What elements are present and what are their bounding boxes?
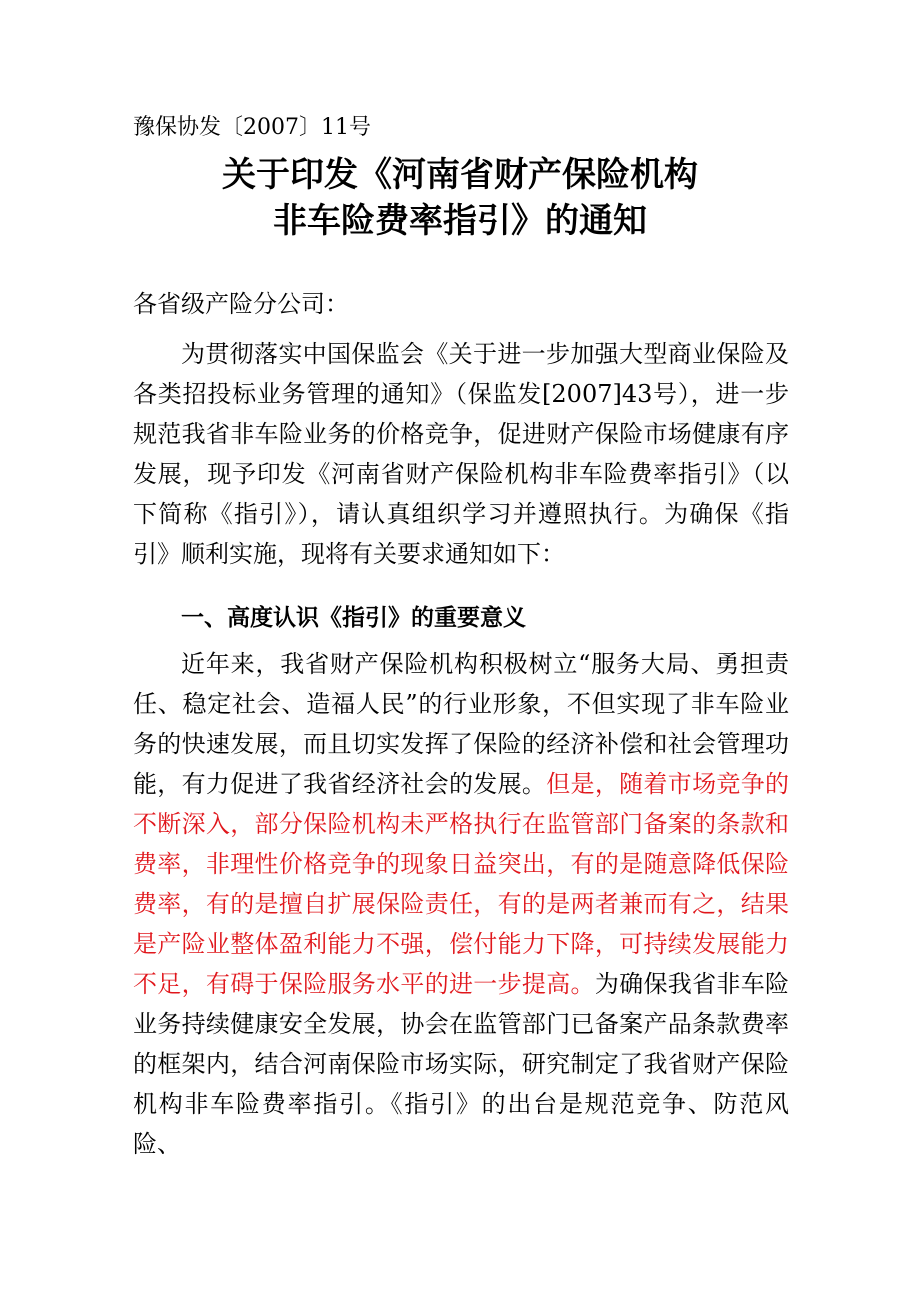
body-paragraph-2-container: [133, 644, 789, 1164]
document-number: 豫保协发〔2007〕11号: [133, 115, 371, 140]
paragraph-2-highlighted-text: 但是，随着市场竞争的不断深入，部分保险机构未严格执行在监管部门备案的条款和费率，非理性价格竞争的现象日益突出，有的是随意降低保险费率，有的是擅自扩展保险责任，有的是两者兼而有之，结果是产险业整体盈利能力不强，偿付能力下降，可持续发展能力不足，有碍于保险服务水平的进一步提高。: [133, 770, 790, 998]
body-paragraph-1: 为贯彻落实中国保监会《关于进一步加强大型商业保险及各类招投标业务管理的通知》（保监发[2007]43号），进一步规范我省非车险业务的价格竞争，促进财产保险市场健康有序发展，现予印发《河南省财产保险机构非车险费率指引》（以下简称《指引》），请认真组织学习并遵照执行。为确保《指引》顺利实施，现将有关要求通知如下：: [133, 340, 789, 568]
document-title-line1: 关于印发《河南省财产保险机构: [222, 155, 698, 195]
paragraph-2-continuation: 为确保我省非车险业务持续健康安全发展，协会在监管部门已备案产品条款费率的框架内，结合河南保险市场实际，研究制定了我省财产保险机构非车险费率指引。《指引》的出台是规范竞争、防范风险、: [133, 970, 790, 1158]
paragraph-2-intro: 近年来，我省财产保险机构积极树立“服务大局、勇担责任、稳定社会、造福人民”的行业形象，不但实现了非车险业务的快速发展，而且切实发挥了保险的经济补偿和社会管理功能，有力促进了我省经济社会的发展。: [133, 650, 789, 798]
document-title-line2: 非车险费率指引》的通知: [273, 201, 647, 241]
body-paragraph-2: [133, 644, 789, 1164]
section-heading-1: 一、高度认识《指引》的重要意义: [181, 605, 526, 631]
body-paragraph-1-container: [133, 334, 789, 574]
salutation: 各省级产险分公司：: [133, 290, 349, 318]
